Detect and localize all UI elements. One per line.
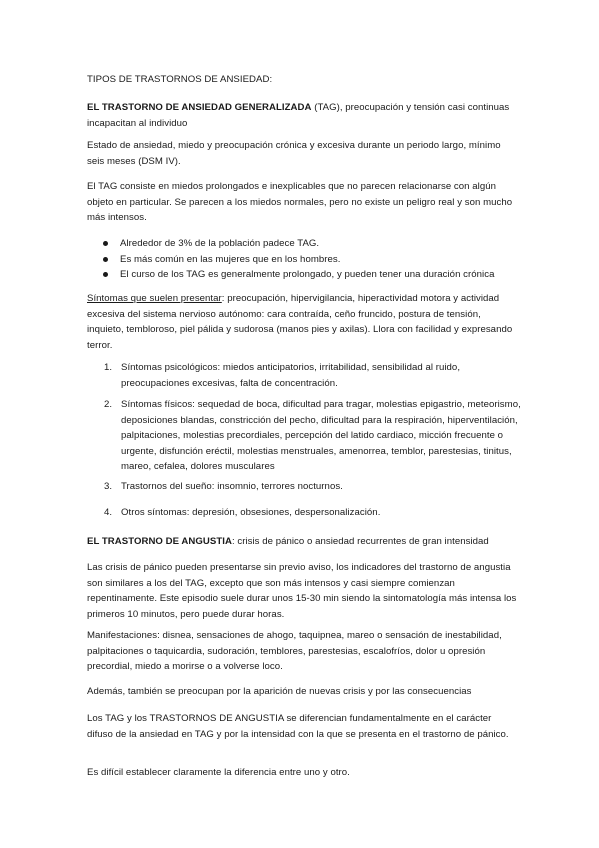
- item-text: Trastornos del sueño: insomnio, terrores nocturnos.: [121, 481, 343, 492]
- numbered-item-2: [104, 397, 522, 475]
- angustia-paragraph-3: Además, también se preocupan por la aparición de nuevas crisis y por las consecuencias: [87, 686, 472, 697]
- tag-title-rest: (TAG), preocupación y tensión casi continuas incapacitan al individuo: [87, 102, 510, 129]
- bullet-icon: [103, 241, 108, 246]
- item-text: Síntomas físicos: sequedad de boca, dificultad para tragar, molestias epigastrio, meteorismo, deposiciones blandas, constricción del pecho, dificultad para la respiración, hiperventilación, palpitaciones, molestias precordiales, percepción del latido cardiaco, micción frecuente o urgente, disfunción eréctil, molestias menstruales, amenorrea, temblor, parestesias, tinitus, mareo, cefalea, dolores musculares: [121, 399, 521, 472]
- item-text: Otros síntomas: depresión, obsesiones, despersonalización.: [121, 507, 381, 518]
- angustia-section-title: [87, 534, 517, 550]
- bullet-text: Es más común en las mujeres que en los hombres.: [120, 253, 341, 265]
- angustia-paragraph-4: Los TAG y los TRASTORNOS DE ANGUSTIA se diferencian fundamentalmente en el carácter difuso de la ansiedad en TAG y por la intensidad con la que se presenta en el trastorno de pánico.: [87, 713, 509, 740]
- list-item: [103, 252, 523, 268]
- bullet-text: Alrededor de 3% de la población padece TAG.: [120, 238, 320, 249]
- list-item: [103, 267, 523, 283]
- angustia-title-rest: : crisis de pánico o ansiedad recurrentes de gran intensidad: [231, 536, 489, 547]
- list-item: [103, 236, 523, 252]
- sintomas-paragraph: [87, 291, 517, 353]
- bullet-text: El curso de los TAG es generalmente prolongado, y pueden tener una duración crónica: [120, 269, 495, 280]
- document-heading: TIPOS DE TRASTORNOS DE ANSIEDAD:: [87, 74, 273, 85]
- tag-paragraph-2: El TAG consiste en miedos prolongados e inexplicables que no parecen relacionarse con algún objeto en particular. Se parecen a los miedos normales, pero no existe un peligro real y son mucho más intensos.: [87, 181, 513, 223]
- tag-section-title: [87, 100, 517, 131]
- bullet-icon: [103, 257, 108, 262]
- numbered-item-3: [104, 479, 522, 495]
- item-number: 2.: [104, 399, 113, 410]
- numbered-item-1: [104, 360, 522, 391]
- tag-title-bold: EL TRASTORNO DE ANSIEDAD GENERALIZADA: [87, 102, 312, 113]
- bullet-icon: [103, 272, 108, 277]
- item-number: 4.: [104, 507, 113, 518]
- item-text: Síntomas psicológicos: miedos anticipatorios, irritabilidad, sensibilidad al ruido, preocupaciones excesivas, falta de concentración.: [121, 362, 461, 389]
- numbered-item-4: [104, 505, 522, 521]
- sintomas-label: Síntomas que suelen presentar: [87, 293, 222, 304]
- angustia-paragraph-1: Las crisis de pánico pueden presentarse sin previo aviso, los indicadores del trastorno de angustia son similares a los del TAG, excepto que son más intensos y casi siempre comienzan repentinamente. Este episodio suele durar unos 15-30 min siendo la sintomatología más intensa los primeros 10 minutos, pero puede durar horas.: [87, 562, 517, 620]
- sintomas-text: : preocupación, hipervigilancia, hiperactividad motora y actividad excesiva del sistema nervioso autónomo: cara contraída, ceño fruncido, postura de tensión, inquieto, tembloroso, piel pálida y sudorosa (manos pies y axilas). Llora con facilidad y expresando terror.: [87, 293, 513, 351]
- item-number: 3.: [104, 481, 113, 492]
- angustia-paragraph-5: Es difícil establecer claramente la diferencia entre uno y otro.: [87, 767, 350, 778]
- angustia-paragraph-2: Manifestaciones: disnea, sensaciones de ahogo, taquipnea, mareo o sensación de inestabilidad, palpitaciones o taquicardia, sudoración, temblores, parestesias, escalofríos, dolor u opresión precordial, miedo a morirse o a volverse loco.: [87, 630, 502, 672]
- item-number: 1.: [104, 362, 113, 373]
- tag-paragraph-1: Estado de ansiedad, miedo y preocupación crónica y excesiva durante un periodo largo, mínimo seis meses (DSM IV).: [87, 140, 501, 167]
- tag-bullet-list: [103, 236, 523, 283]
- angustia-title-bold: EL TRASTORNO DE ANGUSTIA: [87, 536, 232, 547]
